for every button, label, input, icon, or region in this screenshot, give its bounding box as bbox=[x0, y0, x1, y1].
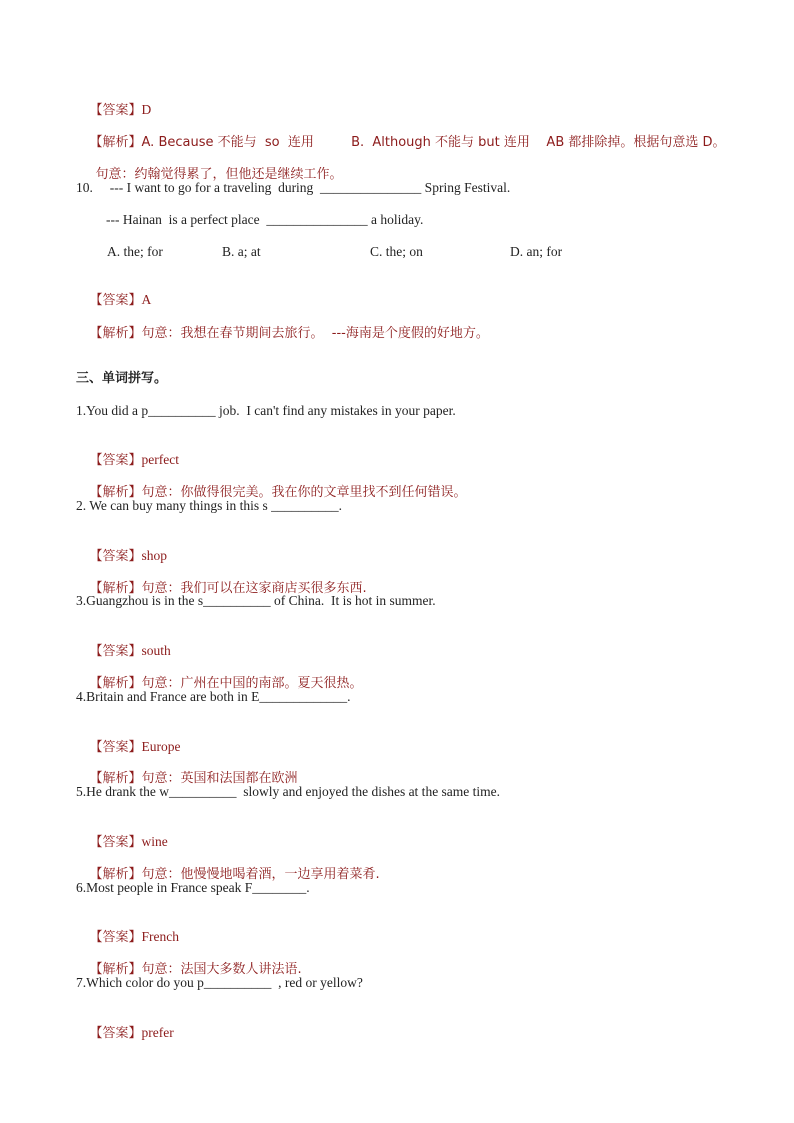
item-answer: south bbox=[141, 643, 171, 658]
analysis-label: 【解析】 bbox=[89, 135, 142, 150]
analysis-label: 【解析】 bbox=[89, 962, 142, 977]
q10-analysis-line bbox=[76, 306, 489, 361]
item-analysis: 句意：广州在中国的南部。夏天很热。 bbox=[141, 676, 363, 691]
item-question: 3.Guangzhou is in the s__________ of China. It is hot in summer. bbox=[76, 593, 436, 608]
analysis-label: 【解析】 bbox=[89, 867, 142, 882]
item-question: 5.He drank the w__________ slowly and enjoyed the dishes at the same time. bbox=[76, 784, 501, 799]
answer-label: 【答案】 bbox=[89, 930, 142, 945]
item-analysis: 句意：你做得很完美。我在你的文章里找不到任何错误。 bbox=[141, 485, 467, 500]
q10-line2: --- Hainan is a perfect place _______________ a holiday. bbox=[106, 212, 424, 227]
q10-option-c: C. the; on bbox=[370, 244, 423, 259]
answer-label: 【答案】 bbox=[89, 103, 142, 118]
answer-label: 【答案】 bbox=[89, 549, 142, 564]
q10-option-a: A. the; for bbox=[107, 244, 163, 259]
analysis-label: 【解析】 bbox=[89, 581, 142, 596]
analysis-label: 【解析】 bbox=[89, 771, 142, 786]
item-question: 6.Most people in France speak F________. bbox=[76, 880, 310, 895]
item-question: 1.You did a p__________ job. I can't find any mistakes in your paper. bbox=[76, 403, 456, 418]
answer-label: 【答案】 bbox=[89, 740, 142, 755]
q10-option-d: D. an; for bbox=[510, 244, 563, 259]
q9-answer: D bbox=[141, 102, 152, 117]
item-analysis: 句意：法国大多数人讲法语. bbox=[141, 962, 302, 977]
answer-label: 【答案】 bbox=[89, 293, 142, 308]
q9-meaning-text: 句意：约翰觉得累了，但他还是继续工作。 bbox=[95, 167, 343, 182]
item-question: 2. We can buy many things in this s __________. bbox=[76, 498, 343, 513]
answer-label: 【答案】 bbox=[89, 644, 142, 659]
analysis-label: 【解析】 bbox=[89, 485, 142, 500]
item-answer: prefer bbox=[141, 1025, 174, 1040]
item-answer: French bbox=[141, 929, 180, 944]
answer-label: 【答案】 bbox=[89, 453, 142, 468]
item-analysis: 句意：我们可以在这家商店买很多东西. bbox=[141, 581, 367, 596]
answer-label: 【答案】 bbox=[89, 835, 142, 850]
item-answer: shop bbox=[141, 548, 168, 563]
q10-analysis: 句意：我想在春节期间去旅行。 ---海南是个度假的好地方。 bbox=[141, 326, 489, 341]
analysis-label: 【解析】 bbox=[89, 676, 142, 691]
item-answer: Europe bbox=[141, 739, 181, 754]
q9-analysis: A. Because 不能与 so 连用 B. Although 不能与 but 连用 AB 都排除掉。根据句意选 D。 bbox=[141, 135, 726, 150]
item-question: 4.Britain and France are both in E_____________. bbox=[76, 689, 351, 704]
section-heading: 三、单词拼写。 bbox=[76, 371, 168, 386]
item-answer: perfect bbox=[141, 452, 179, 467]
item-question: 7.Which color do you p__________ , red or yellow? bbox=[76, 975, 363, 990]
q10-option-b: B. a; at bbox=[222, 244, 261, 259]
item-analysis: 句意：英国和法国都在欧洲 bbox=[141, 771, 298, 786]
item-answer-line bbox=[76, 1006, 174, 1061]
item-analysis: 句意：他慢慢地喝着酒，一边享用着菜肴. bbox=[141, 867, 380, 882]
item-answer: wine bbox=[141, 834, 168, 849]
answer-label: 【答案】 bbox=[89, 1026, 142, 1041]
q10-line1: 10. --- I want to go for a traveling during _______________ Spring Festival. bbox=[76, 180, 511, 195]
analysis-label: 【解析】 bbox=[89, 326, 142, 341]
q10-answer: A bbox=[141, 292, 152, 307]
